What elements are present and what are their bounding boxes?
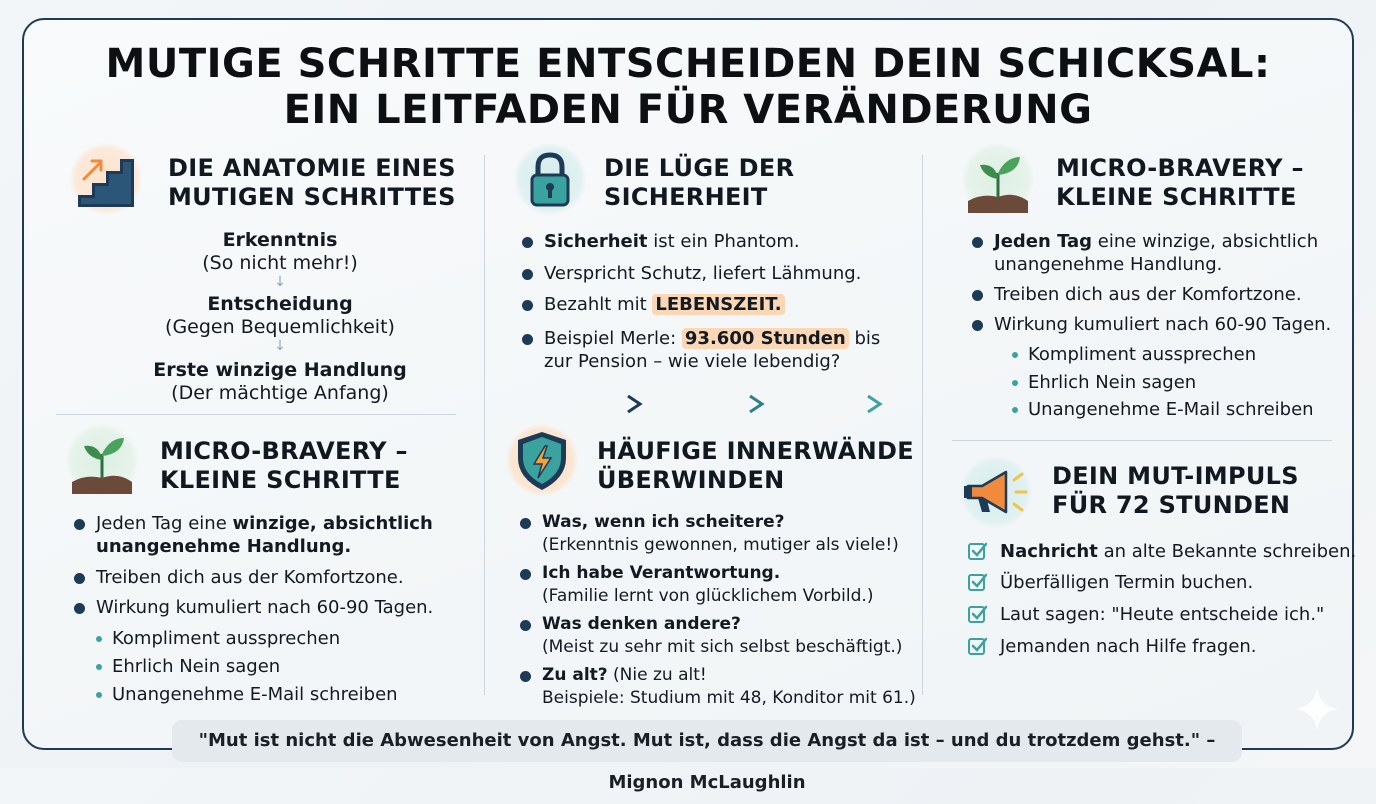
bullet-text: Bezahlt mit [544,294,653,315]
micro-right-heading [1056,154,1304,212]
micro-left-heading-line1: MICRO-BRAVERY – [160,437,408,465]
anatomy-heading-line1: DIE ANATOMIE EINES [168,154,456,182]
bullet-text: bis [848,328,881,349]
sub-item [94,683,398,706]
page-title-line2: EIN LEITFADEN FÜR VERÄNDERUNG [283,87,1093,133]
sub-text: Ehrlich Nein sagen [112,656,281,677]
list-item [520,327,880,373]
answer: (Erkenntnis gewonnen, mutiger als viele!) [542,535,899,555]
checklist-item [968,603,1324,626]
list-item [72,566,404,589]
micro-left-heading-line2: KLEINE SCHRITTE [160,466,401,494]
step-note: (Gegen Bequemlichkeit) [165,316,395,338]
checklist-item [968,635,1257,658]
sub-item [1010,371,1196,394]
checkbox-checked-icon [968,636,988,656]
sub-text: Unangenehme E-Mail schreiben [112,684,398,705]
sub-text: Ehrlich Nein sagen [1028,372,1197,393]
walls-heading-line1: HÄUFIGE INNERWÄNDE [597,437,914,465]
check-text: Laut sagen: "Heute entscheide ich." [1000,604,1325,625]
sub-text: Unangenehme E-Mail schreiben [1028,399,1314,420]
bullet-text: Wirkung kumuliert nach 60-90 Tagen. [994,314,1332,335]
check-text: an alte Bekannte schreiben. [1097,541,1357,562]
sparkle-icon [1294,686,1340,732]
checklist-item [968,540,1356,563]
bullet-text: eine winzige, absichtlich [1092,231,1319,252]
sub-item [94,655,280,678]
bullet-text: ist ein Phantom. [647,231,800,252]
question: Was denken andere? [542,614,741,634]
shield-lightning-icon [506,424,578,496]
bullet-text: unangenehme Handlung. [994,254,1223,275]
step-label: Erste winzige Handlung [153,359,407,381]
check-bold: Nachricht [1000,541,1098,562]
check-text: Jemanden nach Hilfe fragen. [1000,636,1257,657]
list-item [520,230,800,253]
answer: (Meist zu sehr mit sich selbst beschäftigt.) [542,637,903,657]
micro-right-heading-line1: MICRO-BRAVERY – [1056,154,1304,182]
column-divider-left [484,155,485,695]
bullet-bold: unangenehme Handlung. [96,536,352,557]
bullet-text: Verspricht Schutz, liefert Lähmung. [544,263,862,284]
walls-heading-line2: ÜBERWINDEN [597,466,785,494]
impulse-heading-line1: DEIN MUT-IMPULS [1052,462,1299,490]
checkbox-checked-icon [968,572,988,592]
section-divider-left [56,414,456,415]
highlight-hours: 93.600 Stunden [682,328,849,349]
answer: (Nie zu alt! [607,665,707,685]
list-item [520,293,785,316]
page-title-line1: MUTIGE SCHRITTE ENTSCHEIDEN DEIN SCHICKSAL: [105,41,1271,87]
step-label: Entscheidung [207,293,353,315]
answer: (Familie lernt von glücklichem Vorbild.) [542,586,874,606]
list-item [970,230,1318,276]
megaphone-icon [960,456,1032,528]
list-item [520,262,861,285]
sprout-icon [66,424,138,496]
list-item [518,613,902,659]
bullet-text: zur Pension – wie viele lebendig? [544,351,841,372]
highlight-lifetime: LEBENSZEIT. [652,294,784,315]
arrow-down-icon: ↓ [274,338,286,354]
checkbox-checked-icon [968,604,988,624]
checklist-item [968,571,1253,594]
list-item [970,283,1302,306]
list-item [72,512,433,558]
anatomy-flow [130,229,430,405]
sub-text: Kompliment aussprechen [112,628,341,649]
walls-heading [597,437,914,495]
bullet-text: Beispiel Merle: [544,328,682,349]
padlock-icon [514,143,586,215]
list-item [518,511,899,557]
list-item [970,313,1331,336]
arrow-down-icon: ↓ [274,274,286,290]
security-heading-line2: SICHERHEIT [604,183,768,211]
step-label: Erkenntnis [222,229,338,251]
step-note: (Der mächtige Anfang) [171,382,389,404]
micro-right-heading-line2: KLEINE SCHRITTE [1056,183,1297,211]
sprout-icon [962,143,1034,215]
bullet-text: Jeden Tag eine [96,513,233,534]
answer: Beispiele: Studium mit 48, Konditor mit 61.) [542,688,916,708]
bullet-bold: Sicherheit [544,231,648,252]
question: Zu alt? [542,665,608,685]
anatomy-heading-line2: MUTIGEN SCHRITTES [168,183,456,211]
sub-item [1010,398,1314,421]
checkbox-checked-icon [968,541,988,561]
bullet-bold: Jeden Tag [994,231,1093,252]
bullet-text: Treiben dich aus der Komfortzone. [994,284,1302,305]
anatomy-heading [168,154,456,212]
list-item [518,562,873,608]
section-divider-right [952,440,1332,441]
sub-text: Kompliment aussprechen [1028,344,1257,365]
bullet-bold: winzige, absichtlich [232,513,433,534]
list-item [72,596,433,619]
progress-arrows-icon [540,392,890,416]
stairs-arrow-icon [70,143,142,215]
bullet-text: Treiben dich aus der Komfortzone. [96,567,404,588]
impulse-heading [1052,462,1299,520]
sub-item [1010,343,1256,366]
question: Was, wenn ich scheitere? [542,512,785,532]
quote-banner: "Mut ist nicht die Abwesenheit von Angst. Mut ist, dass die Angst da ist – und du trotzdem gehst." – Mignon McLaughlin [172,720,1242,762]
step-note: (So nicht mehr!) [202,252,358,274]
micro-left-heading [160,437,408,495]
bullet-text: Wirkung kumuliert nach 60-90 Tagen. [96,597,434,618]
column-divider-right [922,155,923,695]
security-heading-line1: DIE LÜGE DER [604,154,795,182]
check-text: Überfälligen Termin buchen. [1000,572,1254,593]
question: Ich habe Verantwortung. [542,563,781,583]
list-item [518,664,916,710]
sub-item [94,627,340,650]
security-heading [604,154,794,212]
impulse-heading-line2: FÜR 72 STUNDEN [1052,491,1291,519]
